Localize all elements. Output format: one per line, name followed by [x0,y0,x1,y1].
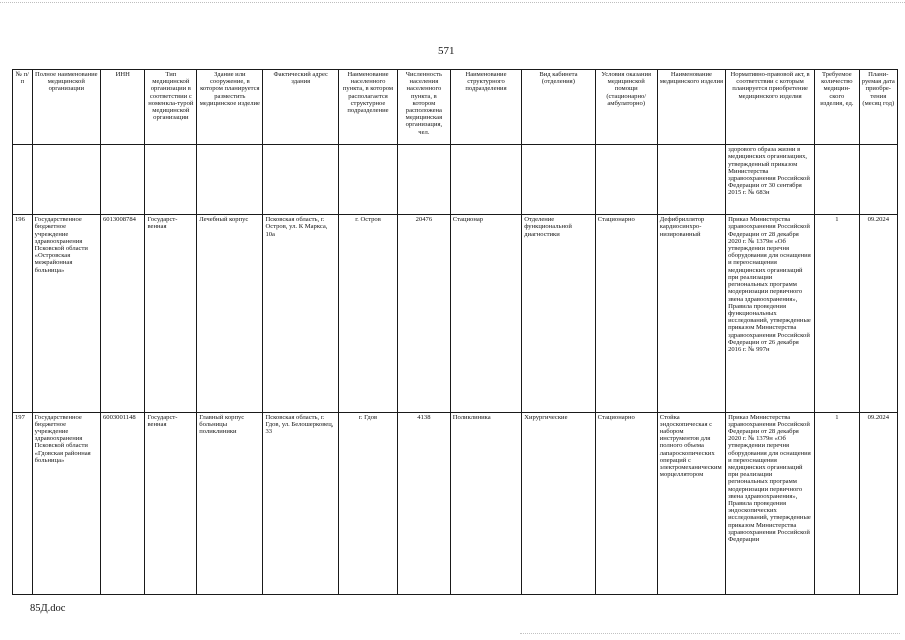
row-date: 09.2024 [859,412,897,594]
row-num: 197 [13,412,33,594]
row-device: Дефибриллятор кардиосинхро-низированный [657,215,725,412]
row-org: Государственное бюджетное учреждение здравоохранения Псковской области «Гдовская районная больница» [32,412,100,594]
table-header-row [13,70,898,145]
header-legal-act: Нормативно-правовой акт, в соответствии с которым планируется приобретение медицинского изделия [726,70,815,145]
table-row [13,412,898,594]
header-org: Полное наименование медицинской организации [32,70,100,145]
header-device: Наименование медицинского изделия [657,70,725,145]
row-conditions: Стационарно [595,412,657,594]
row-inn: 6013008784 [100,215,145,412]
header-address: Фактический адрес здания [263,70,339,145]
row-date: 09.2024 [859,215,897,412]
header-num: № п/п [13,70,33,145]
row-num: 196 [13,215,33,412]
scan-artifact-top [0,2,905,11]
row-quantity: 1 [815,215,860,412]
table-row [13,215,898,412]
row-conditions: Стационарно [595,215,657,412]
header-unit: Наименование структурного подразделения [450,70,521,145]
row-quantity: 1 [815,412,860,594]
header-type: Тип медицинской организации в соответствии с номенкла-турой медицинской организации [145,70,197,145]
row-settlement: г. Гдов [339,412,398,594]
row-cabinet: Хирургические [522,412,595,594]
row-device: Стойка эндоскопическая с набором инструментов для полного объема лапароскопических операций с электромеханическим морцеллятором [657,412,725,594]
row-legal-act: Приказ Министерства здравоохранения Российской Федерации от 28 декабря 2020 г. № 1379н «Об утверждении перечня оборудования для оснащения и переоснащения медицинских организаций при реализации региональных программ модернизации первичного звена здравоохранения», Правила проведения эндоскопических исследований, утвержденные приказом Министерства здравоохранения Российской Федерации [726,412,815,594]
header-conditions: Условия оказания медицинской помощи (стационарно/ амбулаторно) [595,70,657,145]
header-inn: ИНН [100,70,145,145]
equipment-table [12,69,898,595]
row-population: 4138 [398,412,451,594]
row-unit: Поликлиника [450,412,521,594]
page-number: 571 [438,45,455,57]
row-type: Государст-венная [145,412,197,594]
row-unit: Стационар [450,215,521,412]
row-cabinet: Отделение функциональной диагностики [522,215,595,412]
row-settlement: г. Остров [339,215,398,412]
row-type: Государст-венная [145,215,197,412]
header-population: Численность населения населенного пункта, в котором расположена медицинская организация, чел. [398,70,451,145]
row-address: Псковская область, г. Гдов, ул. Белошерковец, 33 [263,412,339,594]
row-population: 20476 [398,215,451,412]
table-row-continuation [13,145,898,215]
header-building: Здание или сооружение, в котором планируется разместить медицинское изделие [197,70,263,145]
row-building: Лечебный корпус [197,215,263,412]
header-cabinet: Вид кабинета (отделения) [522,70,595,145]
document-filename: 85Д.doc [30,603,66,614]
row-inn: 6003001148 [100,412,145,594]
scan-artifact-bottom [520,633,900,635]
row-legal-act: Приказ Министерства здравоохранения Российской Федерации от 28 декабря 2020 г. № 1379н «Об утверждении перечня оборудования для оснащения и переоснащения медицинских организаций при реализации региональных программ модернизации первичного звена здравоохранения», Правила проведения функциональных исследований, утвержденные приказом Министерства здравоохранения Российской Федерации от 26 декабря 2016 г. № 997н [726,215,815,412]
header-date: Плани-руемая дата приобре-тения (месяц год) [859,70,897,145]
header-settlement: Наименование населенного пункта, в котором располагается структурное подразделение [339,70,398,145]
header-quantity: Требуемое количество медицин-ского изделия, ед. [815,70,860,145]
row-building: Главный корпус больницы поликлиники [197,412,263,594]
continuation-legal-act: здорового образа жизни в медицинских организациях, утвержденный приказом Министерства здравоохранения Российской Федерации от 30 сентября 2015 г. № 683н [726,145,815,215]
row-org: Государственное бюджетное учреждение здравоохранения Псковской области «Островская межрайонная больница» [32,215,100,412]
row-address: Псковская область, г. Остров, ул. К Маркса, 10а [263,215,339,412]
